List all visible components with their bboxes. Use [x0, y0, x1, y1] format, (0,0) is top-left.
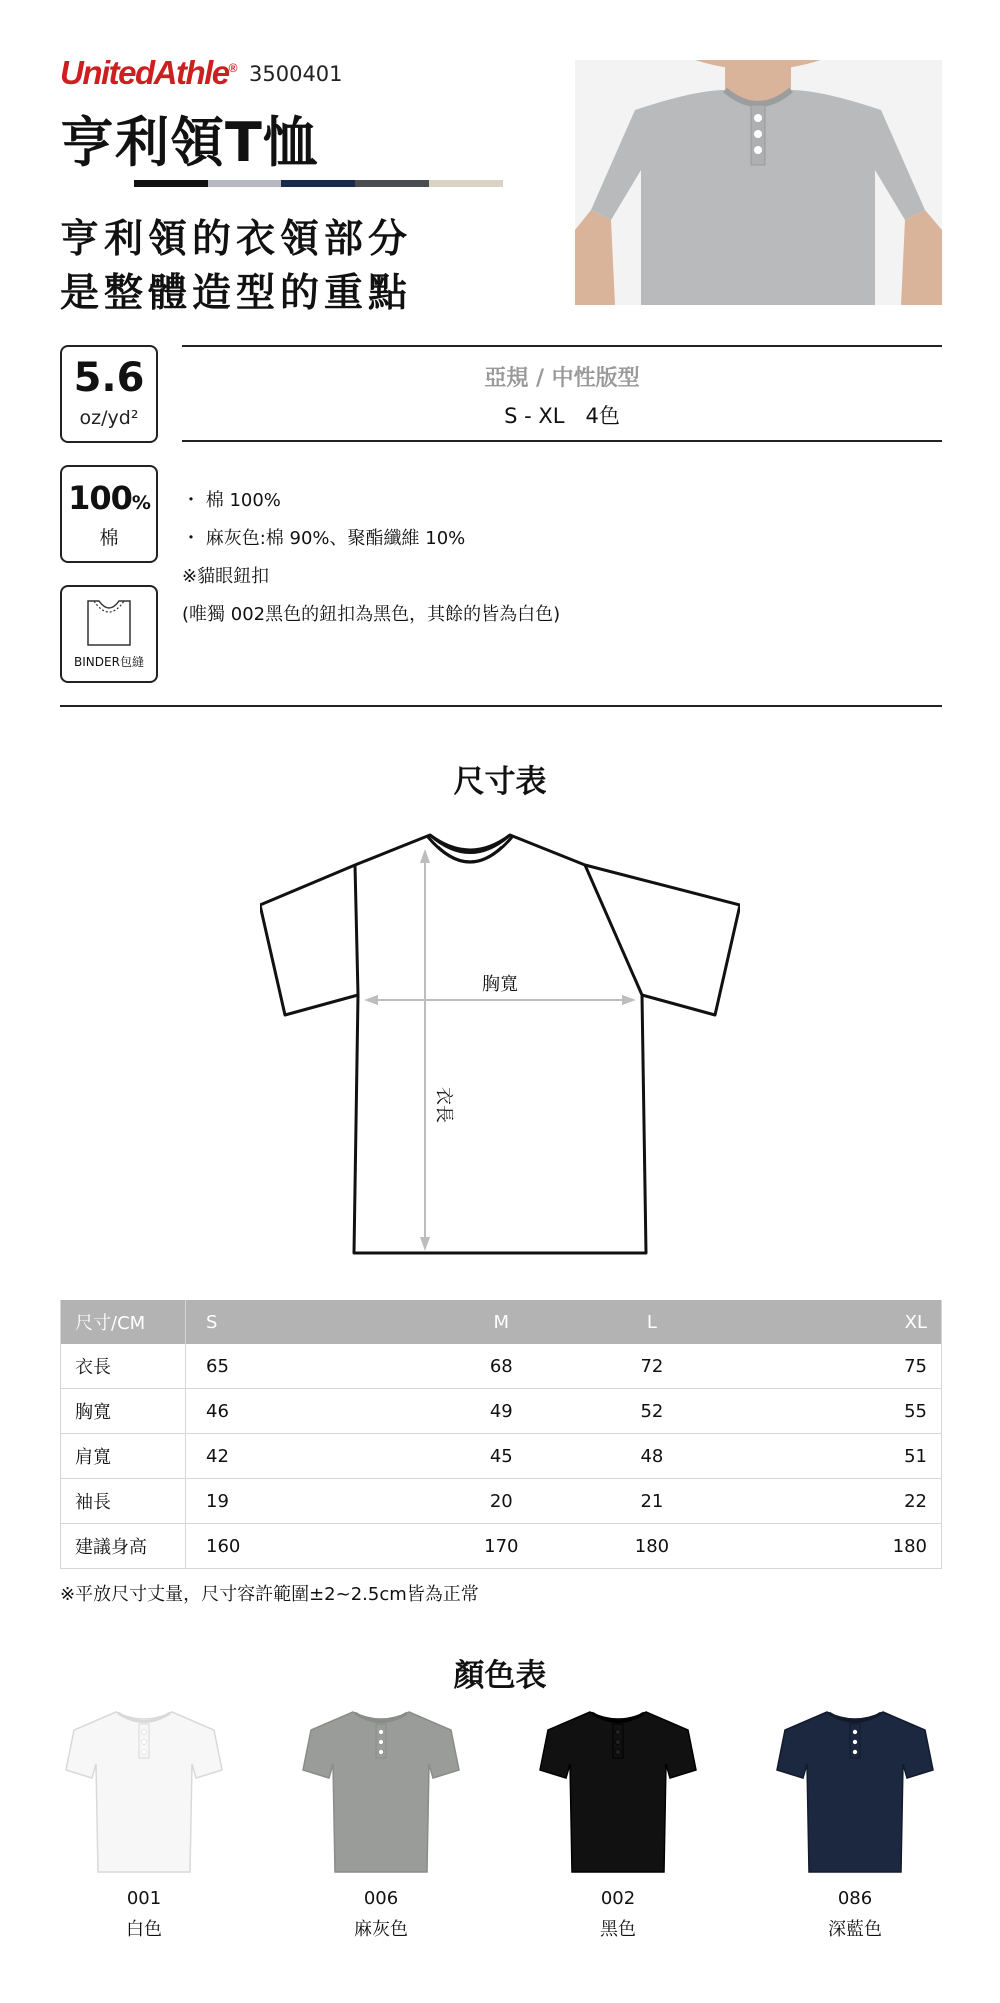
table-header-cell: 尺寸/CM: [61, 1300, 186, 1344]
color-swatch-heather: [281, 1700, 481, 1941]
table-header-cell: S: [186, 1300, 427, 1344]
color-code: 086: [837, 1888, 873, 1909]
section-divider: [60, 705, 942, 707]
table-row: [61, 1344, 942, 1389]
spec-line: ・ 麻灰色:棉 90%、聚酯纖維 10%: [182, 528, 466, 549]
tshirt-icon: [64, 1700, 224, 1880]
color-name: 白色: [126, 1919, 162, 1940]
color-swatch-white: [44, 1700, 244, 1941]
diagram-length-label: 衣長: [433, 1087, 454, 1123]
table-cell: 75: [727, 1344, 941, 1389]
table-cell: 21: [577, 1479, 728, 1524]
table-header-cell: M: [426, 1300, 577, 1344]
size-chart-heading: 尺寸表: [453, 764, 547, 800]
size-range: S - XL 4色: [504, 404, 620, 428]
table-cell: 46: [186, 1389, 427, 1434]
binder-collar-icon: [84, 597, 134, 649]
color-bar-segment: [281, 180, 355, 187]
color-bar-segment: [134, 180, 208, 187]
table-header-cell: L: [577, 1300, 728, 1344]
color-bar: [60, 180, 503, 187]
divider: [182, 345, 942, 347]
table-cell: 19: [186, 1479, 427, 1524]
weight-badge: [60, 345, 158, 443]
size-note: ※平放尺寸丈量，尺寸容許範圍±2~2.5cm皆為正常: [60, 1584, 479, 1605]
color-name: 深藍色: [828, 1919, 882, 1940]
table-row: [61, 1524, 942, 1569]
cotton-badge: [60, 465, 158, 563]
diagram-chest-label: 胸寬: [482, 974, 518, 995]
row-label: 衣長: [61, 1344, 186, 1389]
table-cell: 22: [727, 1479, 941, 1524]
weight-value: 5.6: [73, 355, 145, 401]
divider: [182, 440, 942, 442]
table-cell: 170: [426, 1524, 577, 1569]
binder-badge: [60, 585, 158, 683]
color-code: 001: [126, 1888, 162, 1909]
table-row: [61, 1479, 942, 1524]
table-cell: 72: [577, 1344, 728, 1389]
weight-unit: oz/yd²: [79, 407, 139, 429]
tshirt-icon: [301, 1700, 461, 1880]
model-photo: [575, 60, 942, 305]
table-cell: 180: [727, 1524, 941, 1569]
table-header-cell: XL: [727, 1300, 941, 1344]
cotton-label: 棉: [99, 527, 119, 549]
table-cell: 68: [426, 1344, 577, 1389]
color-code: 002: [600, 1888, 636, 1909]
brand-logo: UnitedAthle®: [60, 54, 238, 91]
cotton-value: 100%: [68, 479, 150, 517]
tagline-line-1: 亨利領的衣領部分: [60, 217, 413, 262]
spec-line: (唯獨 002黑色的鈕扣為黑色，其餘的皆為白色): [182, 604, 561, 625]
color-swatch-navy: [755, 1700, 955, 1941]
table-header-row: [61, 1300, 942, 1344]
fit-label: 亞規 / 中性版型: [484, 366, 640, 391]
table-cell: 180: [577, 1524, 728, 1569]
binder-label: BINDER包縫: [74, 655, 144, 669]
color-code: 006: [363, 1888, 399, 1909]
product-code: 3500401: [249, 62, 343, 86]
table-cell: 52: [577, 1389, 728, 1434]
table-cell: 160: [186, 1524, 427, 1569]
table-cell: 45: [426, 1434, 577, 1479]
table-cell: 48: [577, 1434, 728, 1479]
tshirt-diagram: [260, 825, 740, 1265]
table-row: [61, 1389, 942, 1434]
tshirt-icon: [538, 1700, 698, 1880]
color-bar-segment: [355, 180, 429, 187]
color-bar-segment: [208, 180, 282, 187]
row-label: 建議身高: [61, 1524, 186, 1569]
table-cell: 42: [186, 1434, 427, 1479]
size-table: [60, 1300, 942, 1569]
spec-line: ・ 棉 100%: [182, 490, 281, 511]
color-chart-heading: 顏色表: [453, 1658, 547, 1694]
row-label: 胸寬: [61, 1389, 186, 1434]
table-row: [61, 1434, 942, 1479]
color-bar-segment: [429, 180, 503, 187]
tagline-line-2: 是整體造型的重點: [60, 271, 413, 316]
color-swatch-black: [518, 1700, 718, 1941]
table-cell: 65: [186, 1344, 427, 1389]
spec-line: ※貓眼鈕扣: [182, 566, 270, 587]
table-cell: 51: [727, 1434, 941, 1479]
table-cell: 55: [727, 1389, 941, 1434]
tshirt-icon: [775, 1700, 935, 1880]
color-name: 麻灰色: [354, 1919, 408, 1940]
row-label: 袖長: [61, 1479, 186, 1524]
row-label: 肩寬: [61, 1434, 186, 1479]
table-cell: 49: [426, 1389, 577, 1434]
table-cell: 20: [426, 1479, 577, 1524]
color-bar-segment: [60, 180, 134, 187]
color-name: 黑色: [600, 1919, 636, 1940]
product-title: 亨利領T恤: [60, 111, 318, 174]
